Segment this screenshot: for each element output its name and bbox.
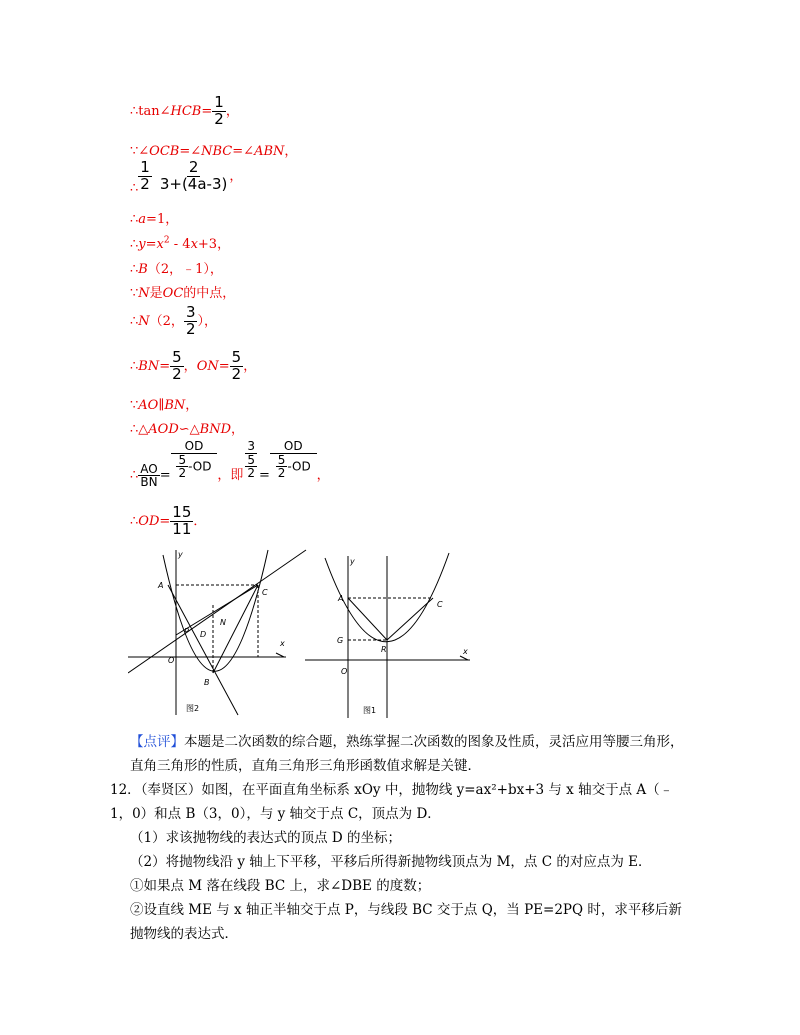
minus-od: -OD bbox=[287, 459, 311, 474]
fraction bbox=[170, 505, 193, 538]
fraction-od-over-2 bbox=[270, 440, 317, 480]
step-n-midpoint bbox=[130, 282, 235, 301]
coordinates: （2，﹣1）， bbox=[147, 262, 223, 277]
inner-fraction bbox=[276, 454, 288, 480]
compound-denominator bbox=[243, 454, 259, 480]
fraction bbox=[170, 350, 184, 383]
problem-intro: （奉贤区）如图，在平面直角坐标系 xOy 中，抛物线 y=ax²+bx+3 与 x 轴交于点 A（﹣1，0）和点 B（3，0），与 y 轴交于点 C，顶点为 D． bbox=[110, 782, 674, 822]
inner-fraction bbox=[245, 454, 257, 480]
label-y: y bbox=[178, 550, 183, 559]
label-x: x bbox=[463, 647, 468, 656]
label-y: y bbox=[350, 557, 355, 566]
fraction-right bbox=[158, 160, 230, 193]
fraction bbox=[184, 305, 198, 338]
point-n: N bbox=[138, 286, 150, 301]
value: =1， bbox=[146, 212, 179, 227]
denominator: 2 bbox=[185, 319, 196, 338]
parallel-sign: ∥ bbox=[158, 398, 165, 413]
denominator: 2 bbox=[214, 109, 224, 128]
step-parallel bbox=[130, 394, 198, 413]
step-prefix: ∴tan∠ bbox=[130, 103, 171, 119]
equals: = bbox=[218, 358, 230, 374]
label-n: N bbox=[220, 618, 226, 627]
question-2b: ②设直线 ME 与 x 轴正半轴交于点 P，与线段 BC 交于点 Q，当 PE=2PQ 时，求平移后新抛物线的表达式． bbox=[130, 902, 682, 942]
label-a: A bbox=[338, 594, 344, 603]
fraction-ao-bn bbox=[138, 463, 159, 489]
step-prefix: ∴ bbox=[130, 358, 139, 374]
numerator: 5 bbox=[247, 452, 255, 467]
equals-angle: =∠ bbox=[179, 144, 202, 159]
denominator: 2 bbox=[172, 364, 182, 383]
step-tan-hcb bbox=[130, 95, 239, 128]
segment-on: ON bbox=[196, 358, 219, 374]
segment-ao: AO bbox=[138, 398, 159, 413]
exponent: 2 bbox=[163, 235, 170, 246]
figure-caption: 图1 bbox=[363, 706, 377, 715]
numerator: AO bbox=[140, 461, 158, 476]
fraction-3-over bbox=[243, 440, 259, 480]
punct: ， bbox=[243, 358, 257, 374]
var-x: x bbox=[156, 237, 164, 252]
punct: ． bbox=[193, 513, 207, 529]
segment-oc: OC bbox=[162, 286, 184, 301]
numerator: 3 bbox=[247, 439, 255, 453]
punct: ， bbox=[284, 144, 298, 159]
fraction-left bbox=[138, 160, 152, 193]
angle-ocb: OCB bbox=[149, 144, 180, 159]
problem-number: 12． bbox=[110, 782, 141, 798]
x-arrow bbox=[460, 656, 468, 660]
step-prefix: ∴ bbox=[130, 468, 139, 484]
punct: ）， bbox=[197, 313, 217, 329]
step-prefix: ∵ bbox=[130, 398, 139, 413]
comment-paragraph bbox=[130, 730, 690, 778]
text: 是 bbox=[149, 286, 163, 301]
label-d: D bbox=[200, 630, 207, 639]
compound-denominator bbox=[274, 454, 313, 480]
text: 的中点， bbox=[183, 286, 236, 301]
label-o: O bbox=[168, 656, 175, 665]
punct: ， bbox=[231, 422, 245, 437]
segment-bn: BN bbox=[164, 398, 186, 413]
step-prefix: ∴ bbox=[130, 180, 139, 196]
equals: = bbox=[159, 513, 171, 529]
step-parabola-expression bbox=[130, 233, 230, 252]
term: - 4 bbox=[169, 237, 191, 252]
label-a: A bbox=[158, 581, 164, 590]
punct: ， bbox=[183, 358, 197, 374]
angle-abn: ABN bbox=[254, 144, 285, 159]
compound-denominator bbox=[174, 454, 213, 480]
var-a: a bbox=[138, 212, 147, 227]
inner-fraction bbox=[176, 454, 188, 480]
step-point-n bbox=[130, 305, 217, 338]
fraction-od-over bbox=[171, 440, 218, 480]
step-prefix: ∴ bbox=[130, 212, 139, 227]
equals: = bbox=[145, 237, 157, 252]
punct: ， bbox=[316, 468, 330, 484]
numerator: 5 bbox=[277, 452, 286, 467]
numerator: OD bbox=[171, 440, 218, 454]
triangle-aod: AOD bbox=[148, 422, 179, 437]
step-prefix: ∴△ bbox=[130, 422, 149, 437]
label-c: C bbox=[262, 588, 268, 597]
figure-2 bbox=[128, 545, 308, 720]
similar-sign: ∽△ bbox=[178, 422, 200, 437]
label-x: x bbox=[280, 639, 285, 648]
numerator: OD bbox=[270, 440, 317, 454]
x-arrow bbox=[276, 653, 284, 657]
label-c: C bbox=[437, 600, 443, 609]
numerator: 15 bbox=[172, 503, 192, 521]
step-prefix: ∴ bbox=[130, 313, 139, 329]
var-x: x bbox=[190, 237, 198, 252]
fraction bbox=[212, 95, 226, 128]
segment-od: OD bbox=[138, 513, 160, 529]
punct: ， bbox=[229, 168, 243, 184]
punct: ， bbox=[185, 398, 199, 413]
step-prefix: ∴ bbox=[130, 237, 139, 252]
figure-caption: 图2 bbox=[186, 704, 200, 713]
problem-12 bbox=[110, 778, 690, 946]
label-o: O bbox=[341, 667, 348, 676]
triangle-bnd: BND bbox=[199, 422, 231, 437]
step-prefix: ∴ bbox=[130, 513, 139, 529]
question-1: （1）求该抛物线的表达式的顶点 D 的坐标； bbox=[130, 830, 401, 846]
denominator: 2 bbox=[231, 364, 242, 383]
numerator: 1 bbox=[140, 158, 150, 176]
fraction bbox=[230, 350, 244, 383]
figure-1 bbox=[305, 548, 475, 718]
question-2a: ①如果点 M 落在线段 BC 上，求∠DBE 的度数； bbox=[130, 878, 431, 894]
punct: ， bbox=[225, 103, 239, 119]
coordinates: （2， bbox=[149, 313, 184, 329]
denominator: 2 bbox=[140, 174, 150, 193]
equals: = bbox=[201, 103, 213, 119]
angle-name: HCB bbox=[170, 103, 202, 119]
step-angle-equality bbox=[130, 140, 297, 159]
step-proportion bbox=[130, 439, 330, 490]
equals: = bbox=[258, 468, 270, 484]
segment-rc bbox=[387, 598, 433, 640]
step-prefix: ∵∠ bbox=[130, 144, 150, 159]
step-a-value bbox=[130, 208, 178, 227]
minus-od: -OD bbox=[188, 459, 212, 474]
numerator: 3 bbox=[185, 303, 196, 321]
label-p: P bbox=[184, 627, 189, 636]
segment-bn: BN bbox=[138, 358, 160, 374]
denominator: 2 bbox=[247, 466, 255, 481]
step-prefix: ∴ bbox=[130, 262, 139, 277]
equals-angle: =∠ bbox=[232, 144, 255, 159]
step-point-b bbox=[130, 258, 223, 277]
numerator: 5 bbox=[172, 348, 182, 366]
denominator: 2 bbox=[178, 466, 187, 481]
equals: = bbox=[159, 358, 171, 374]
numerator: 5 bbox=[178, 452, 187, 467]
denominator: 3+(4a-3) bbox=[159, 174, 228, 193]
denominator: 11 bbox=[172, 519, 192, 538]
label-r: R bbox=[381, 645, 387, 654]
comment-text: 本题是二次函数的综合题，熟练掌握二次函数的图象及性质，灵活应用等腰三角形，直角三角形的性质，直角三角形三角形函数值求解是关键． bbox=[130, 734, 684, 774]
comment-label: 【点评】 bbox=[130, 734, 184, 750]
term: +3， bbox=[197, 237, 231, 252]
point-n: N bbox=[138, 313, 150, 329]
denominator: BN bbox=[140, 475, 158, 490]
step-ratio-equation bbox=[130, 158, 243, 196]
punct-ji: ，即 bbox=[217, 468, 244, 484]
point-b: B bbox=[138, 262, 148, 277]
problem-intro-row bbox=[110, 778, 690, 826]
numerator: 1 bbox=[214, 93, 224, 111]
question-2: （2）将抛物线沿 y 轴上下平移，平移后所得新抛物线顶点为 M，点 C 的对应点为 E． bbox=[130, 854, 652, 870]
equals: = bbox=[159, 468, 171, 484]
label-b: B bbox=[204, 678, 210, 687]
numerator: 2 bbox=[188, 158, 199, 176]
step-similar-triangles bbox=[130, 418, 244, 437]
step-bn-on bbox=[130, 350, 256, 383]
step-od-value bbox=[130, 505, 206, 538]
step-prefix: ∵ bbox=[130, 286, 139, 301]
numerator: 5 bbox=[231, 348, 242, 366]
label-g: G bbox=[337, 636, 344, 645]
angle-nbc: NBC bbox=[201, 144, 233, 159]
denominator: 2 bbox=[277, 466, 286, 481]
var-y: y bbox=[138, 237, 146, 252]
